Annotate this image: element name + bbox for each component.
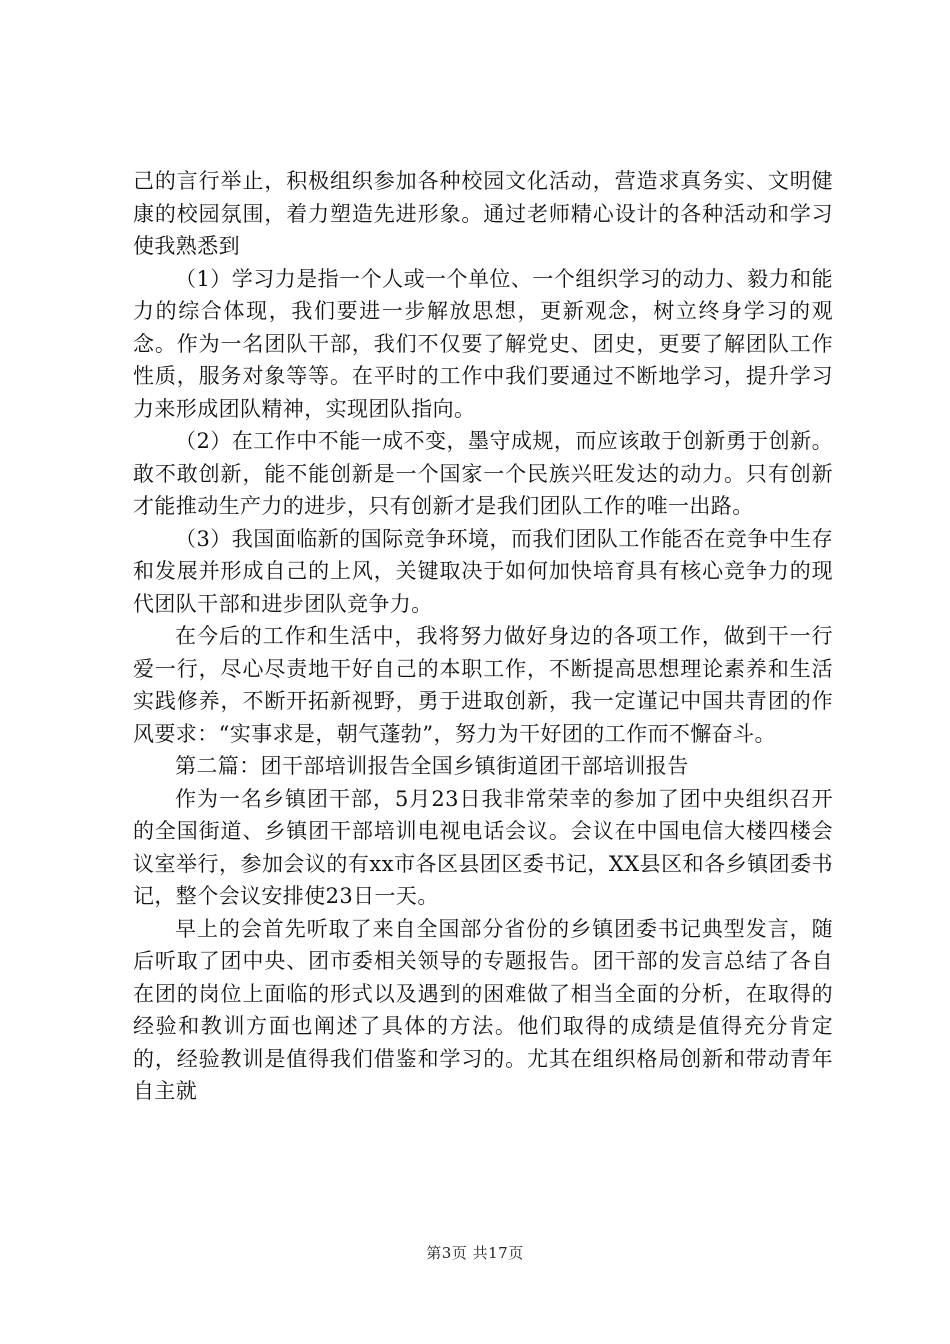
document-body <box>133 165 833 1108</box>
page-number-footer: 第3页 共17页 <box>426 1244 524 1262</box>
paragraph-point-2: （2）在工作中不能一成不变，墨守成规，而应该敢于创新勇于创新。敢不敢创新，能不能创新是一个国家一个民族兴旺发达的动力。只有创新才能推动生产力的进步，只有创新才是我们团队工作的唯一出路。 <box>133 429 833 518</box>
paragraph-point-1: （1）学习力是指一个人或一个单位、一个组织学习的动力、毅力和能力的综合体现，我们要进一步解放思想，更新观念，树立终身学习的观念。作为一名团队干部，我们不仅要了解党史、团史，更要了解团队工作性质，服务对象等等。在平时的工作中我们要通过不断地学习，提升学习力来形成团队精神，实现团队指向。 <box>133 266 833 421</box>
paragraph-report-morning: 早上的会首先听取了来自全国部分省份的乡镇团委书记典型发言，随后听取了团中央、团市委相关领导的专题报告。团干部的发言总结了各自在团的岗位上面临的形式以及遇到的困难做了相当全面的分析，在取得的经验和教训方面也阐述了具体的方法。他们取得的成绩是值得充分肯定的，经验教训是值得我们借鉴和学习的。尤其在组织格局创新和带动青年自主就 <box>133 916 833 1103</box>
paragraph-conclusion: 在今后的工作和生活中，我将努力做好身边的各项工作，做到干一行爱一行，尽心尽责地干好自己的本职工作，不断提高思想理论素养和生活实践修养，不断开拓新视野，勇于进取创新，我一定谨记中国共青团的作风要求：“实事求是，朝气蓬勃”，努力为干好团的工作而不懈奋斗。 <box>133 624 833 746</box>
paragraph-report-intro: 作为一名乡镇团干部，5月23日我非常荣幸的参加了团中央组织召开的全国街道、乡镇团干部培训电视电话会议。会议在中国电信大楼四楼会议室举行，参加会议的有xx市各区县团区委书记，XX县区和各乡镇团委书记，整个会议安排使23日一天。 <box>133 786 833 908</box>
section-heading: 第二篇：团干部培训报告全国乡镇街道团干部培训报告 <box>175 754 689 778</box>
paragraph-continuation: 己的言行举止，积极组织参加各种校园文化活动，营造求真务实、文明健康的校园氛围，着力塑造先进形象。通过老师精心设计的各种活动和学习使我熟悉到 <box>133 169 833 258</box>
paragraph-point-3: （3）我国面临新的国际竞争环境，而我们团队工作能否在竞争中生存和发展并形成自己的上风，关键取决于如何加快培育具有核心竞争力的现代团队干部和进步团队竞争力。 <box>133 526 833 616</box>
